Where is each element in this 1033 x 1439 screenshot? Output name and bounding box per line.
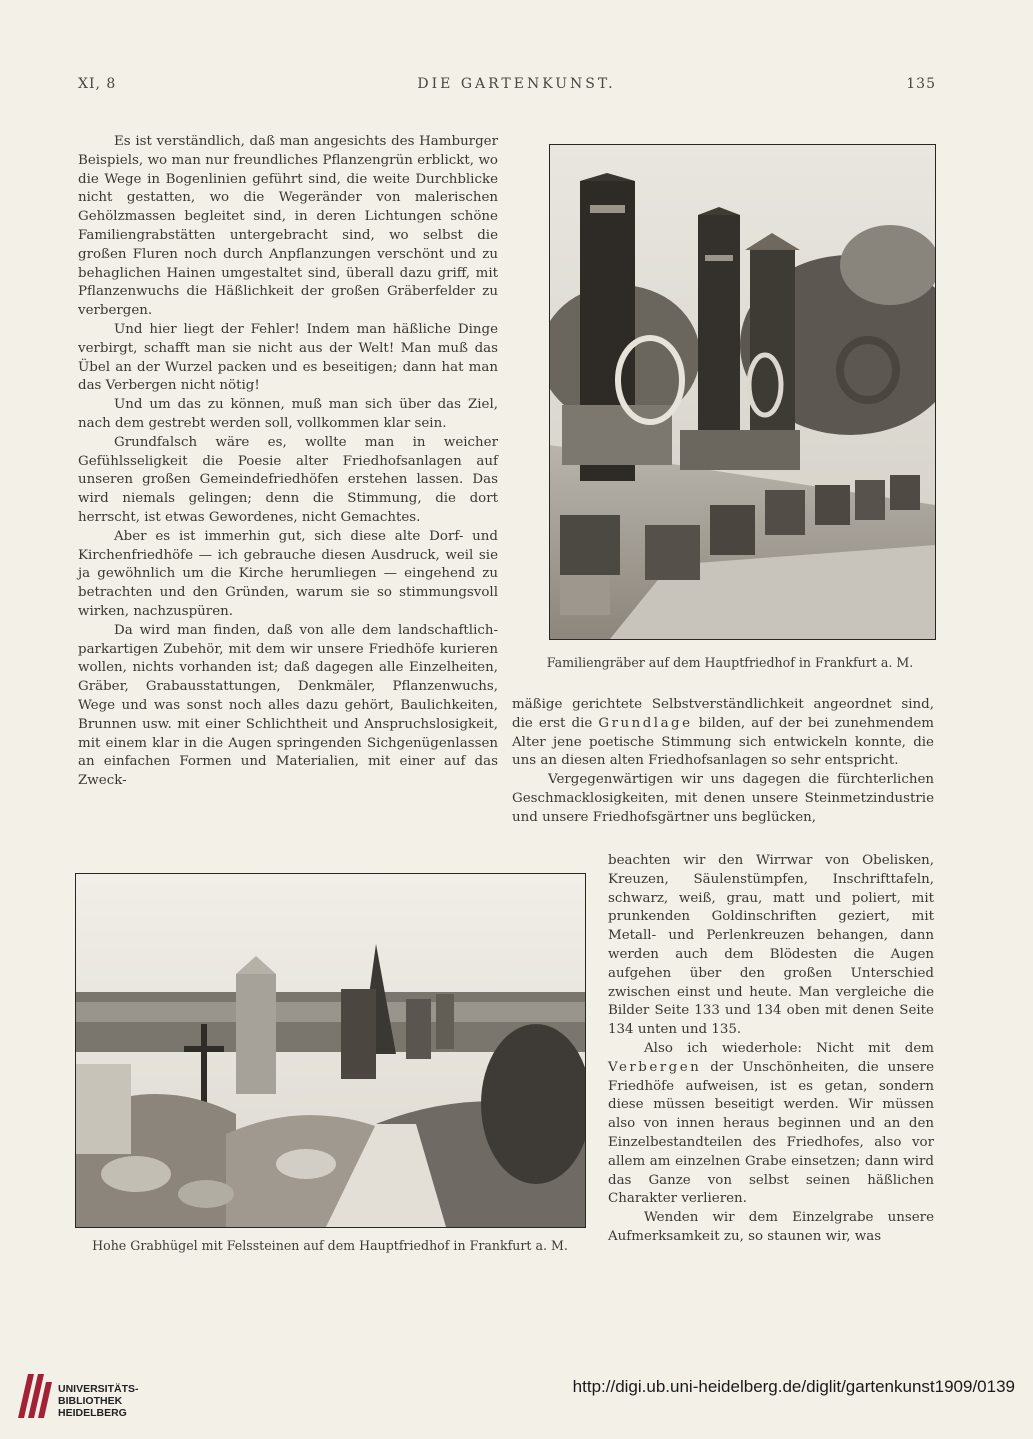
paragraph: Aber es ist immerhin gut, sich diese alte Dorf- und Kirchenfriedhöfe — ich gebrauche diesen Ausdruck, weil sie ja gewöhnlich um die Kirche herumliegen — eingehend zu betrachten und den Gründen, warum sie so stimmungsvoll wirken, nachzuspüren. — [78, 528, 498, 619]
paragraph: Wenden wir dem Einzelgrabe unsere Aufmerksamkeit zu, so staunen wir, was — [608, 1210, 934, 1244]
paragraph-continued: beachten wir den Wirrwar von Obelisken, Kreuzen, Säulenstümpfen, Inschrifttafeln, schwarz, weiß, grau, matt und poliert, mit prunkenden Goldinschriften geziert, mit Metall- und Perlenkreuzen behangen, dann werden auch dem Blödesten die Augen aufgehen über den großen Unterschied zwischen einst und heute. Man vergleiche die Bilder Seite 133 und 134 oben mit denen Seite 134 unten und 135. — [608, 853, 934, 1038]
running-header-volume: XI, 8 — [78, 76, 117, 92]
paragraph: Und hier liegt der Fehler! Indem man häßliche Dinge verbirgt, schafft man sie nicht aus der Welt! Man muß das Übel an der Wurzel packen und es beseitigen; dann hat man das Verbergen nicht nötig! — [78, 321, 498, 394]
photo-grave-mounds-image — [76, 874, 585, 1227]
photo-grave-mounds — [75, 873, 586, 1228]
paragraph: Es ist verständlich, daß man angesichts des Hamburger Beispiels, wo man nur freundliches Pflanzengrün erblickt, wo die Wege in Bogenlinien geführt sind, die weite Durchblicke nicht gestatten, wo die Wegeränder von malerischen Gehölzmassen begleitet sind, in deren Lichtungen schöne Familiengrabstätten untergebracht sind, wo selbst die großen Fluren noch durch Anpflanzungen verschönt und zu behaglichen Hainen umgestaltet sind, überall dazu griff, mit Pflanzenwuchs die Häßlichkeit der großen Gräberfelder zu verbergen. — [78, 134, 498, 319]
running-header-journal-title: DIE GARTENKUNST. — [417, 76, 616, 92]
page-number: 135 — [906, 76, 936, 92]
source-url[interactable]: http://digi.ub.uni-heidelberg.de/diglit/gartenkunst1909/0139 — [572, 1377, 1015, 1396]
right-text-column — [512, 696, 934, 828]
paragraph: Also ich wiederhole: Nicht mit dem Verbergen der Unschönheiten, die unsere Friedhöfe aufweisen, ist es getan, sondern diese müssen beseitigt werden. Wir müssen also von innen heraus beginnen und an den Einzelbestandteilen des Friedhofes, also vor allem am einzelnen Grabe einsetzen; dann wird das Ganze von selbst seinen häßlichen Charakter verlieren. — [608, 1040, 934, 1207]
right-narrow-text-column — [608, 852, 934, 1247]
caption-grave-mounds: Hohe Grabhügel mit Felssteinen auf dem Hauptfriedhof in Frankfurt a. M. — [92, 1238, 568, 1253]
paragraph: mäßige gerichtete Selbstverständlichkeit angeordnet sind, die erst die Grundlage bilden, auf der bei zunehmendem Alter jene poetische Stimmung sich entwickeln konnte, die uns an diesen alten Friedhofsanlagen so sehr entspricht. — [512, 697, 934, 769]
paragraph: Vergegenwärtigen wir uns dagegen die fürchterlichen Geschmacklosigkeiten, mit denen unsere Steinmetzindustrie und unsere Friedhofsgärtner uns beglücken, — [512, 772, 934, 825]
caption-family-graves: Familiengräber auf dem Hauptfriedhof in Frankfurt a. M. — [546, 655, 914, 670]
paragraph: Grundfalsch wäre es, wollte man in weicher Gefühlsseligkeit die Poesie alter Friedhofsanlagen auf unseren großen Gemeindefriedhöfen erstehen lassen. Das wird niemals gelingen; denn die Stimmung, die dort herrscht, ist etwas Gewordenes, nicht Gemachtes. — [78, 434, 498, 525]
photo-family-graves-image — [550, 145, 935, 639]
photo-family-graves — [549, 144, 936, 640]
paragraph: Da wird man finden, daß von alle dem landschaftlich-parkartigen Zubehör, mit dem wir unsere Friedhöfe kurieren wollen, nichts vorhanden ist; daß dagegen alle Einzelheiten, Gräber, Grabausstattungen, Denkmäler, Pflanzenwuchs, Wege und was sonst noch alles dazu gehört, Baulichkeiten, Brunnen usw. mit einer Schlichtheit und Anspruchslosigkeit, mit einem klar in die Augen springenden Sichgenügenlassen an einfachen Formen und Materialien, mit einer auf das Zweck- — [78, 622, 498, 789]
university-library-logo-icon — [14, 1372, 54, 1420]
paragraph: Und um das zu können, muß man sich über das Ziel, nach dem gestrebt werden soll, vollkommen klar sein. — [78, 397, 498, 431]
left-text-column — [78, 133, 498, 791]
library-name: UNIVERSITÄTS- BIBLIOTHEK HEIDELBERG — [58, 1383, 139, 1419]
